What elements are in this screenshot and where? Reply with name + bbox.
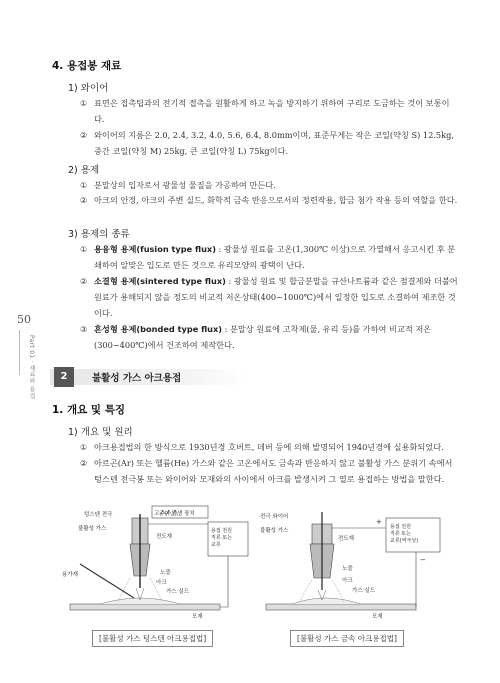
item-number: ① [80, 244, 88, 254]
wire-item-1 [80, 95, 458, 127]
polarity-plus: + [376, 518, 382, 526]
item-number: ③ [80, 324, 88, 334]
item-number: ② [80, 130, 88, 140]
power-line-2: 직류 또는 [211, 535, 232, 541]
weld-bead [292, 598, 360, 604]
label-conductor: 전도재 [338, 536, 354, 542]
flux-item-2 [80, 192, 458, 208]
sidebar-divider [19, 330, 20, 375]
item-text: : 광물성 원료 및 합금분말을 규산나트륨과 같은 점결제와 더불어 원료가 용해되지 않을 정도의 비교적 저온상태(400~1000℃)에서 일정한 입도로 소결하여 제조한 것이다. [94, 276, 458, 318]
item-text: : 분말상 원료에 고착제(물, 유리 등)를 가하여 비교적 저온(300~400℃)에서 건조하여 제작한다. [94, 324, 432, 350]
label-base: 모재 [372, 614, 383, 620]
item-text: 아크용접법의 한 방식으로 1930년경 호버트, 데버 등에 의해 발명되어 1940년경에 실용화되었다. [94, 442, 444, 452]
item-text: 표면은 접촉팁과의 전기적 접촉을 원활하게 하고 녹을 방지하기 위하여 구리로 도금하는 것이 보통이다. [94, 98, 450, 124]
overview-item-2 [80, 455, 458, 487]
label-nozzle: 노즐 [342, 566, 353, 572]
power-line-2: 직류 또는 [390, 531, 411, 537]
wire-heading: 1) 와이어 [68, 83, 109, 94]
label-base: 모재 [192, 614, 203, 620]
item-number: ① [80, 180, 88, 190]
power-line-3: 교류(역극성) [390, 538, 419, 544]
item-text: 아크의 안정, 아크의 주변 실드, 화학적 금속 반응으로서의 정련작용, 합금 첨가 작용 등의 역할을 한다. [94, 195, 458, 205]
flux-type-item-3 [80, 321, 458, 353]
label-gas: 불활성 가스 [78, 526, 107, 532]
item-text: 와이어의 지름은 2.0, 2.4, 3.2, 4.0, 5.6, 6.4, 8.0mm이며, 표준무게는 작은 코일(약칭 S) 12.5kg, 중간 코일(약칭 M) 25kg, 큰 코일(약칭 L) 75kg이다. [94, 130, 454, 156]
overview-heading: 1) 개요 및 원리 [68, 427, 133, 438]
flux-types-heading: 3) 용제의 종류 [68, 229, 130, 240]
label-gas: 불활성 가스 [260, 528, 289, 534]
flux-item-1 [80, 177, 458, 193]
section-badge: 2 [54, 367, 74, 387]
label-tungsten: 텅스텐 전극 [84, 512, 113, 518]
power-line-1: 용접 전원 [390, 524, 411, 530]
item-text: 분말상의 입자로서 광물성 물질을 가공하여 만든다. [94, 180, 276, 190]
figure-caption-tig: [불활성 가스 텅스텐 아크용접법] [92, 630, 213, 647]
item-number: ① [80, 98, 88, 108]
label-wire: 전도재 [156, 534, 172, 540]
item-number: ② [80, 195, 88, 205]
label-hf: 고주파 발생 장치 [154, 511, 195, 517]
wire-item-2 [80, 127, 458, 159]
page-number: 50 [17, 313, 31, 326]
overview-section-title: 1. 개요 및 특징 [52, 404, 125, 416]
polarity-minus: − [420, 556, 426, 564]
item-term: 혼성형 용제(bonded type flux) [94, 324, 223, 334]
label-arc: 아크 [342, 578, 353, 584]
flux-type-item-1 [80, 241, 458, 273]
overview-item-1 [80, 439, 458, 455]
label-shield: 가스 실드 [352, 588, 376, 594]
ground-cable [220, 556, 228, 607]
flux-heading: 2) 용제 [68, 165, 100, 176]
item-term: 용융형 용제(fusion type flux) [94, 244, 216, 254]
tig-welding-diagram [60, 504, 260, 624]
section-4-title: 4. 용접봉 재료 [52, 60, 122, 72]
item-text: : 광물성 원료를 고온(1,300℃ 이상)으로 가열해서 응고시킨 후 분쇄하여 알맞은 입도로 만든 것으로 유리모양의 광택이 난다. [94, 244, 456, 270]
flux-type-item-2 [80, 273, 458, 321]
label-nozzle: 노즐 [160, 570, 171, 576]
item-term: 소결형 용제(sintered type flux) [94, 276, 226, 286]
filler-rod [80, 564, 134, 598]
mig-welding-diagram [256, 504, 456, 624]
sidebar-chapter-label: Part 01 · 재료와 용접 [28, 335, 35, 399]
section-banner-title: 불활성 가스 아크용접 [92, 373, 182, 384]
item-number: ② [80, 276, 88, 286]
label-wire: 전극 와이어 [260, 514, 289, 520]
weld-bead [100, 598, 180, 604]
item-number: ① [80, 442, 88, 452]
power-line-3: 교류 [211, 542, 221, 548]
label-shield: 가스 실드 [166, 589, 190, 595]
label-arc: 아크 [156, 580, 167, 586]
base-metal [70, 604, 220, 610]
item-text: 아르곤(Ar) 또는 헬륨(He) 가스와 같은 고온에서도 금속과 반응하지 않고 불활성 가스 분위기 속에서 텅스텐 전극봉 또는 와이어와 모재와의 사이에서 아크를 발생시켜 그 열로 용접하는 방법을 말한다. [94, 458, 453, 484]
power-line-1: 용접 전원 [211, 528, 232, 534]
item-number: ② [80, 458, 88, 468]
label-rod: 용가재 [62, 572, 78, 578]
figure-caption-mig: [불활성 가스 금속 아크용접법] [290, 630, 404, 647]
base-metal [266, 604, 416, 610]
